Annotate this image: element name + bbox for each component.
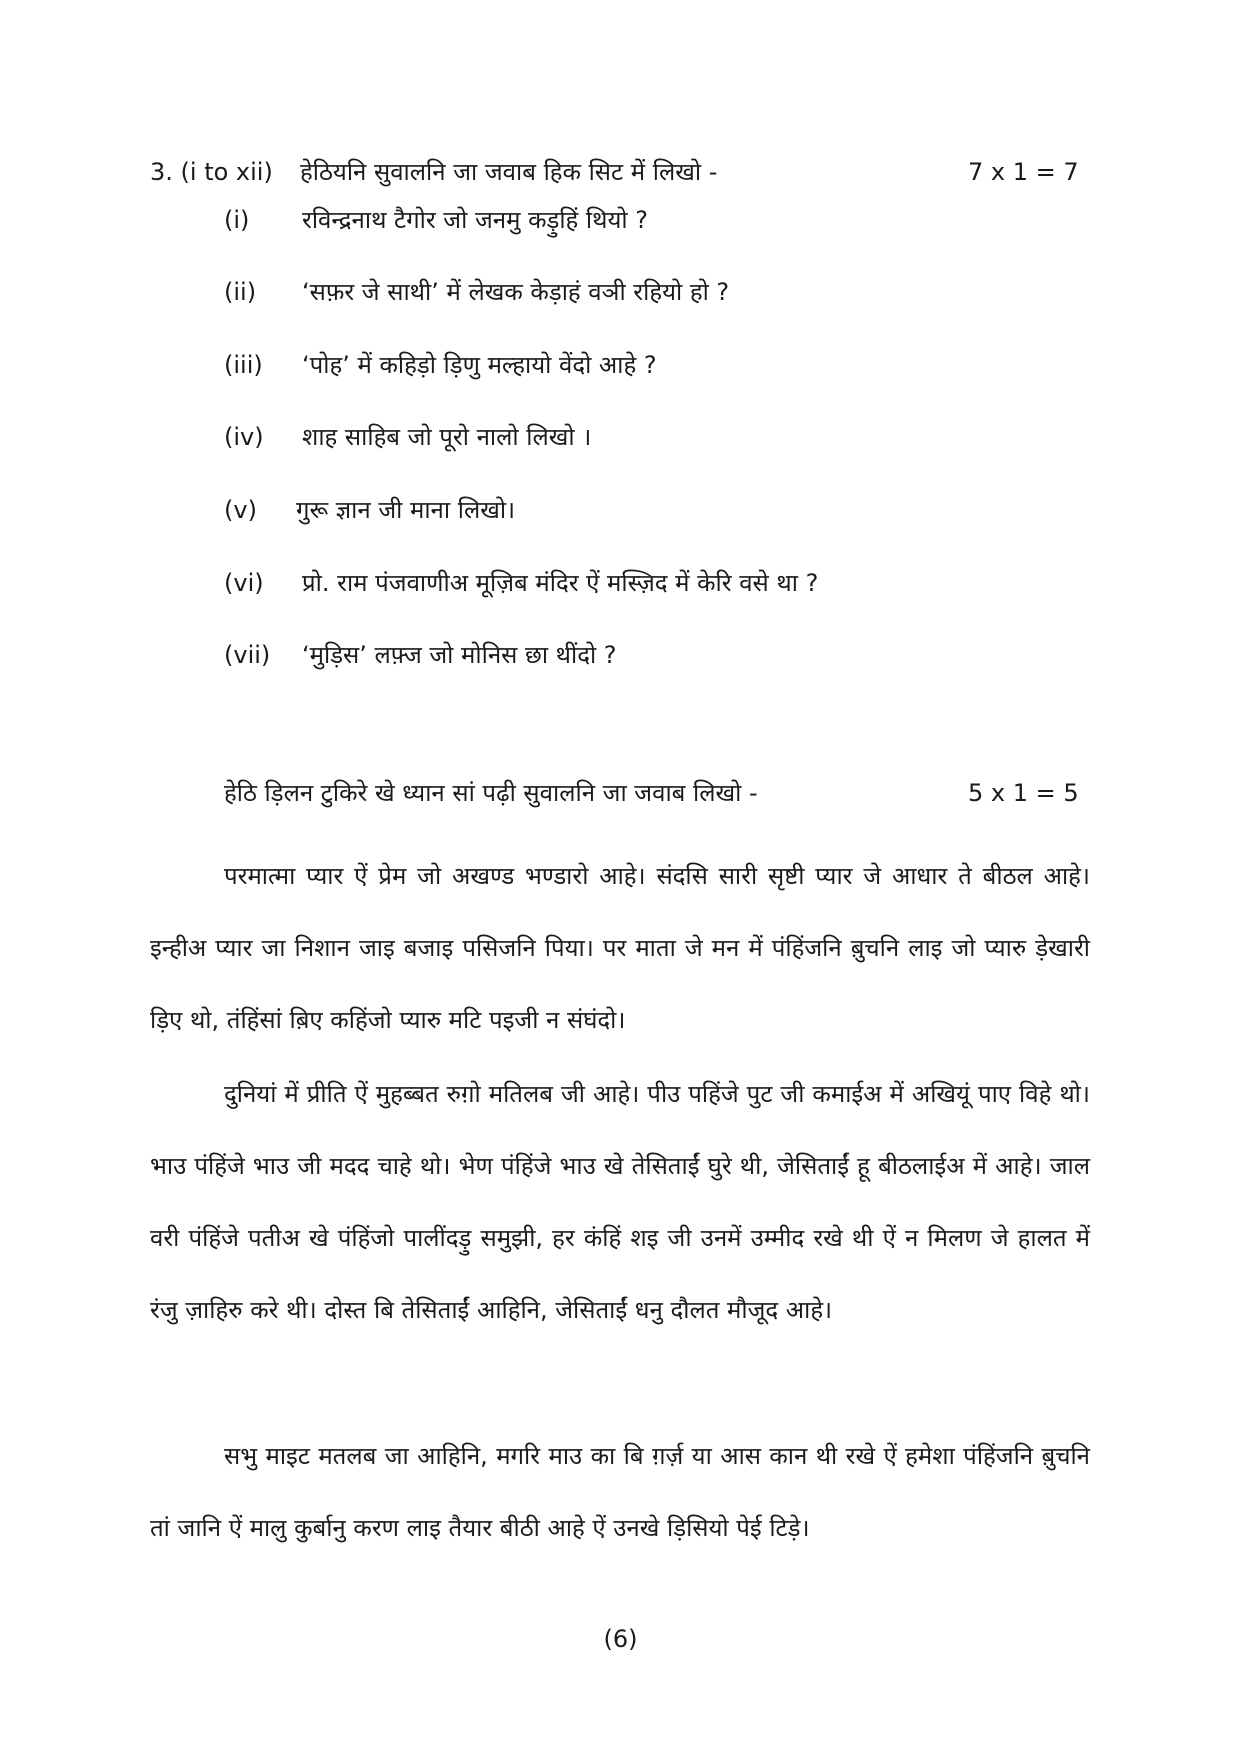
item-text: प्रो. राम पंजवाणीअ मूज़िब मंदिर ऐं मस्ज़िद में केरि वसे था ? (302, 569, 819, 597)
item-number: (iii) (224, 351, 263, 379)
passage-marks: 5 x 1 = 5 (968, 779, 1079, 807)
question-number: 3. (i to xii) (150, 158, 273, 186)
item-number: (ii) (224, 278, 257, 306)
passage-paragraph: दुनियां में प्रीति ऐं मुहब्बत रुग़ो मतिलब जी आहे। पीउ पहिंजे पुट जी कमाईअ में अखियूं पाए विहे थो। भाउ पंहिंजे भाउ जी मदद चाहे थो। भेण पंहिंजे भाउ खे तेसिताईं घुरे थी, जेसिताईं हू बीठलाईअ में आहे। जाल वरी पंहिंजे पतीअ खे पंहिंजो पालींदड़ु समुझी, हर कंहिं शइ जी उनमें उम्मीद रखे थी ऐं न मिलण जे हालत में रंजु ज़ाहिरु करे थी। दोस्त बि तेसिताईं आहिनि, जेसिताईं धनु दौलत मौजूद आहे। (150, 1080, 1090, 1324)
item-number: (vi) (224, 569, 264, 597)
item-number: (iv) (224, 423, 264, 451)
item-text: ‘मुड़िस’ लफ़्ज जो मोनिस छा थींदो ? (302, 641, 617, 669)
passage-paragraph: परमात्मा प्यार ऐं प्रेम जो अखण्ड भण्डारो आहे। संदसि सारी सृष्टी प्यार जे आधार ते बीठल आहे। इन्हीअ प्यार जा निशान जाइ बजाइ पसिजनि पिया। पर माता जे मन में पंहिंजनि ब़ुचनि लाइ जो प्यारु ड़ेखारी ड़िए थो, तंहिंसां ब़िए कहिंजो प्यारु मटि पइजी न संघंदो। (150, 862, 1090, 1034)
question-instruction: हेठियनि सुवालनि जा जवाब हिक सिट में लिखो - (300, 158, 718, 186)
item-text: शाह साहिब जो पूरो नालो लिखो । (302, 423, 592, 451)
item-text: गुरू ज्ञान जी माना लिखो। (296, 496, 516, 524)
item-text: रविन्द्रनाथ टैगोर जो जनमु कड़ुहिं थियो ? (302, 206, 648, 234)
item-number: (v) (224, 496, 257, 524)
item-number: (vii) (224, 641, 271, 669)
passage-instruction: हेठि ड़िलन टुकिरे खे ध्यान सां पढ़ी सुवालनि जा जवाब लिखो - (224, 779, 758, 807)
item-text: ‘सफ़र जे साथी’ में लेखक केड़ाहं वञी रहियो हो ? (302, 278, 730, 306)
item-text: ‘पोह’ में कहिड़ो ड़िणु मल्हायो वेंदो आहे ? (302, 351, 657, 379)
item-number: (i) (224, 206, 250, 234)
question-marks: 7 x 1 = 7 (968, 158, 1079, 186)
page-number: (6) (603, 1625, 638, 1653)
passage-paragraph: सभु माइट मतलब जा आहिनि, मगरि माउ का बि ग़र्ज़ या आस कान थी रखे ऐं हमेशा पंहिंजनि ब़ुचनि तां जानि ऐं मालु कुर्बानु करण लाइ तैयार बीठी आहे ऐं उनखे ड़िसियो पेई टिड़े। (150, 1442, 1090, 1542)
